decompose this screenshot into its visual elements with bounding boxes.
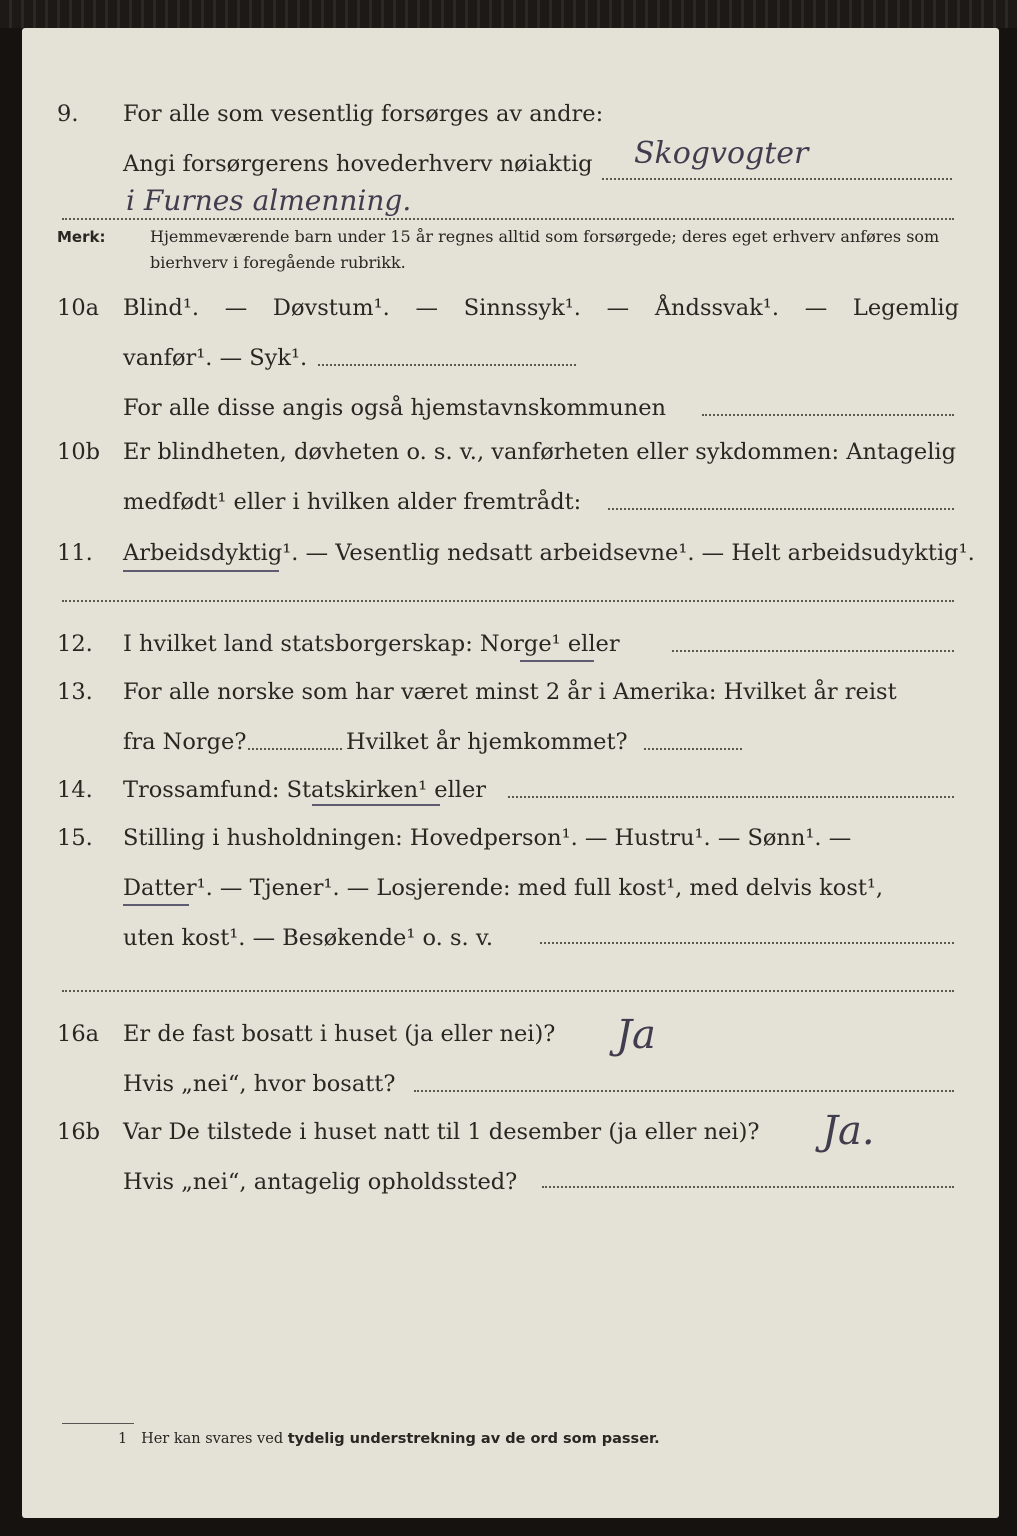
- footnote-rule: [62, 1423, 134, 1424]
- question-16b-text: Var De tilstede i huset natt til 1 desember (ja eller nei)?: [123, 1119, 760, 1145]
- question-10a-number: 10a: [57, 295, 100, 321]
- answer-line: [540, 942, 954, 944]
- answer-line: [62, 990, 954, 992]
- question-14-line-1: [22, 770, 999, 810]
- answer-line: [672, 650, 954, 652]
- question-12-number: 12.: [57, 631, 93, 657]
- option-sinnssyk: Sinnssyk¹.: [463, 295, 581, 321]
- handwritten-underline: [123, 570, 279, 572]
- question-9-prompt: Angi forsørgerens hovederhverv nøiaktig: [123, 151, 593, 177]
- question-15-text-2: Datter¹. — Tjener¹. — Losjerende: med full kost¹, med delvis kost¹,: [123, 875, 884, 901]
- answer-line: [414, 1090, 954, 1092]
- dash: —: [224, 295, 248, 321]
- answer-line: [702, 414, 954, 416]
- note-label: Merk:: [57, 228, 106, 246]
- question-10b-text-2: medfødt¹ eller i hvilken alder fremtrådt:: [123, 489, 582, 515]
- question-14-text: Trossamfund: Statskirken¹ eller: [123, 777, 487, 803]
- question-10b-line-2: [22, 482, 999, 522]
- census-form-page: [22, 28, 999, 1518]
- answer-line: [318, 364, 576, 366]
- question-15-number: 15.: [57, 825, 93, 851]
- answer-line: [508, 796, 954, 798]
- handwritten-underline: [520, 660, 594, 662]
- question-10a-text-3: For alle disse angis også hjemstavnskommunen: [123, 395, 667, 421]
- answer-line: [62, 600, 954, 602]
- scanner-frame: [0, 0, 1017, 28]
- question-11-text: Arbeidsdyktig¹. — Vesentlig nedsatt arbeidsevne¹. — Helt arbeidsudyktig¹.: [123, 540, 975, 566]
- question-10b-number: 10b: [57, 439, 101, 465]
- question-16a-text: Er de fast bosatt i huset (ja eller nei)?: [123, 1021, 556, 1047]
- question-16b-text-2: Hvis „nei“, antagelig opholdssted?: [123, 1169, 518, 1195]
- footnote: [118, 1428, 660, 1450]
- question-15-text-3: uten kost¹. — Besøkende¹ o. s. v.: [123, 925, 494, 951]
- question-10a-line-1: [22, 288, 999, 328]
- handwritten-underline: [312, 804, 440, 806]
- dash: —: [804, 295, 828, 321]
- question-16a-line-2: [22, 1064, 999, 1104]
- footnote-mark: 1: [118, 1431, 128, 1447]
- dash: —: [415, 295, 438, 321]
- answer-line: [62, 218, 954, 220]
- question-16a-line-1: [22, 1014, 999, 1054]
- answer-line: [248, 748, 342, 750]
- question-16b-line-2: [22, 1162, 999, 1202]
- option-dovstum: Døvstum¹.: [272, 295, 390, 321]
- handwritten-answer-16a: Ja: [616, 1012, 656, 1058]
- question-13-text-2a: fra Norge?: [123, 729, 247, 755]
- question-14-number: 14.: [57, 777, 93, 803]
- question-13-line-2: [22, 722, 999, 762]
- answer-line: [644, 748, 742, 750]
- footnote-emphasis: tydelig understrekning av de ord som passer.: [287, 1431, 660, 1447]
- handwritten-answer-16b: Ja.: [822, 1108, 875, 1154]
- note-text: Hjemmeværende barn under 15 år regnes alltid som forsørgede; deres eget erhverv anføres som bierhverv i foregående rubrikk.: [150, 227, 940, 272]
- question-11-line-1: [22, 533, 999, 573]
- question-16a-text-2: Hvis „nei“, hvor bosatt?: [123, 1071, 396, 1097]
- question-15-line-2: [22, 868, 999, 908]
- question-15-line-1: [22, 818, 999, 858]
- question-13-text-2b: Hvilket år hjemkommet?: [346, 729, 628, 755]
- option-andssvak: Åndssvak¹.: [654, 295, 779, 321]
- question-13-line-1: [22, 672, 999, 712]
- question-13-number: 13.: [57, 679, 93, 705]
- dash: —: [606, 295, 630, 321]
- question-11-number: 11.: [57, 540, 93, 566]
- question-16a-number: 16a: [57, 1021, 100, 1047]
- question-10a-line-2: [22, 338, 999, 378]
- question-9-line-1: [22, 94, 999, 134]
- question-12-text: I hvilket land statsborgerskap: Norge¹ eller: [123, 631, 620, 657]
- footnote-text: Her kan svares ved: [141, 1431, 284, 1447]
- question-15-text: Stilling i husholdningen: Hovedperson¹. — Hustru¹. — Sønn¹. —: [123, 825, 852, 851]
- question-10b-text: Er blindheten, døvheten o. s. v., vanførheten eller sykdommen: Antagelig: [123, 439, 956, 465]
- question-12-line-1: [22, 624, 999, 664]
- option-blind: Blind¹.: [123, 295, 199, 321]
- question-13-text: For alle norske som har været minst 2 år i Amerika: Hvilket år reist: [123, 679, 897, 705]
- answer-line: [608, 508, 954, 510]
- question-15-line-3: [22, 918, 999, 958]
- question-16b-number: 16b: [57, 1119, 101, 1145]
- handwritten-underline: [123, 904, 189, 906]
- question-9-text: For alle som vesentlig forsørges av andre:: [123, 101, 604, 127]
- question-10a-text-2: vanfør¹. — Syk¹.: [123, 345, 308, 371]
- option-legemlig: Legemlig: [852, 295, 959, 321]
- answer-line: [602, 178, 952, 180]
- handwritten-occupation: Skogvogter: [634, 136, 809, 171]
- question-10a-options: [123, 288, 959, 328]
- question-9-number: 9.: [57, 101, 79, 127]
- question-10a-line-3: [22, 388, 999, 428]
- handwritten-occupation-place: i Furnes almenning.: [126, 184, 412, 217]
- answer-line: [542, 1186, 954, 1188]
- question-10b-line-1: [22, 432, 999, 472]
